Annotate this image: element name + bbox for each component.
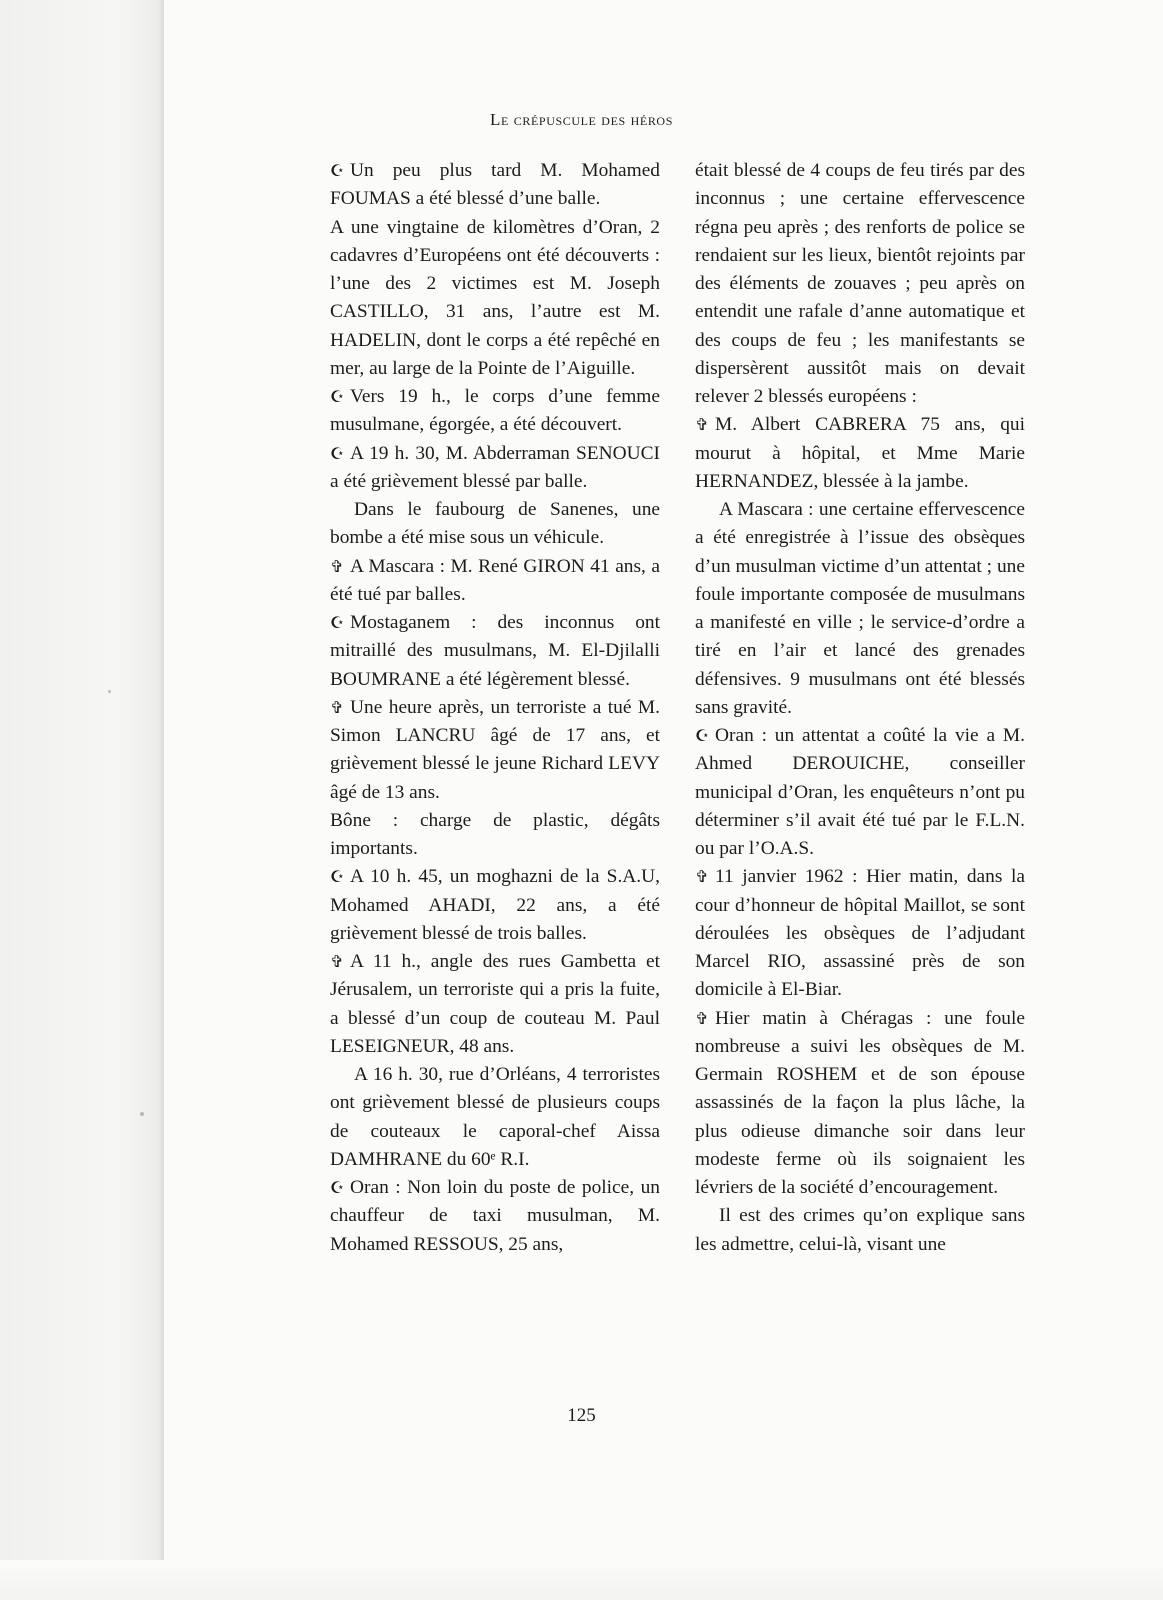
cross-mark-icon: ✞ bbox=[330, 697, 344, 717]
body-paragraph bbox=[330, 807, 660, 864]
body-paragraph bbox=[695, 863, 1025, 1004]
crescent-mark-icon: ☪ bbox=[695, 726, 710, 745]
paragraph-text: était blessé de 4 coups de feu tirés par des inconnus ; une certaine effervescence régna peu après ; des renforts de police se rendaient sur les lieux, bientôt rejoints par des éléments de zouaves ; peu après on entendit une rafale d’anne automatique et des coups de feu ; les manifestants se dispersèrent aussitôt mais on devait relever 2 blessés européens : bbox=[695, 160, 1025, 407]
cross-mark-icon: ✞ bbox=[330, 556, 344, 576]
crescent-mark-icon: ☪ bbox=[330, 1178, 345, 1197]
paragraph-text: Dans le faubourg de Sanenes, une bombe a été mise sous un véhicule. bbox=[330, 499, 660, 549]
right-column bbox=[695, 157, 1025, 1259]
paragraph-text: A 10 h. 45, un moghazni de la S.A.U, Mohamed AHADI, 22 ans, a été grièvement blessé de trois balles. bbox=[330, 866, 660, 944]
paragraph-text: Oran : Non loin du poste de police, un chauffeur de taxi musulman, M. Mohamed RESSOUS, 25 ans, bbox=[330, 1177, 660, 1255]
cross-mark-icon: ✞ bbox=[695, 1008, 709, 1028]
body-paragraph bbox=[695, 411, 1025, 496]
paragraph-text: 11 janvier 1962 : Hier matin, dans la cour d’honneur de hôpital Maillot, se sont déroulées les obsèques de l’adjudant Marcel RIO, assassiné près de son domicile à El-Biar. bbox=[695, 866, 1025, 1001]
crescent-mark-icon: ☪ bbox=[330, 387, 345, 406]
cross-mark-icon: ✞ bbox=[330, 952, 344, 971]
paragraph-text: Un peu plus tard M. Mohamed FOUMAS a été blessé d’une balle. bbox=[330, 160, 660, 210]
paragraph-text: Oran : un attentat a coûté la vie a M. Ahmed DEROUICHE, conseiller municipal d’Oran, les enquêteurs n’ont pu déterminer s’il avait été tué par le F.L.N. ou par l’O.A.S. bbox=[695, 725, 1025, 859]
paragraph-text: A 19 h. 30, M. Abderraman SENOUCI a été grièvement blessé par balle. bbox=[330, 442, 660, 492]
cross-mark-icon: ✞ bbox=[695, 867, 709, 887]
body-paragraph bbox=[330, 383, 660, 440]
paragraph-text: Une heure après, un terroriste a tué M. Simon LANCRU âgé de 17 ans, et grièvement blessé le jeune Richard LEVY âgé de 13 ans. bbox=[330, 696, 660, 803]
running-header: Le crépuscule des héros bbox=[490, 110, 673, 129]
paragraph-text: M. Albert CABRERA 75 ans, qui mourut à hôpital, et Mme Marie HERNANDEZ, blessée à la jambe. bbox=[695, 414, 1025, 492]
body-paragraph bbox=[330, 440, 660, 497]
paragraph-text: Mostaganem : des inconnus ont mitraillé des musulmans, M. El-Djilalli BOUMRANE a été légèrement blessé. bbox=[330, 612, 660, 690]
body-paragraph bbox=[330, 496, 660, 553]
body-paragraph bbox=[695, 1202, 1025, 1259]
left-column bbox=[330, 157, 660, 1259]
paragraph-text: A une vingtaine de kilomètres d’Oran, 2 cadavres d’Européens ont été découverts : l’une des 2 victimes est M. Joseph CASTILLO, 31 ans, l’autre est M. HADELIN, dont le corps a été repêché en mer, au large de la Pointe de l’Aiguille. bbox=[330, 216, 660, 379]
paragraph-text: Hier matin à Chéragas : une foule nombreuse a suivi les obsèques de M. Germain ROSHEM et de son épouse assassinés de la façon la plus lâche, la plus odieuse dimanche soir dans leur modeste ferme où ils soignaient les lévriers de la société d’encouragement. bbox=[695, 1007, 1025, 1198]
body-paragraph bbox=[330, 157, 660, 214]
crescent-mark-icon: ☪ bbox=[330, 443, 345, 463]
scan-bottom-edge bbox=[0, 1560, 1163, 1600]
paragraph-text: A 16 h. 30, rue d’Orléans, 4 terroristes ont grièvement blessé de plusieurs coups de couteaux le caporal-chef Aissa DAMHRANE du 60ᵉ R.I. bbox=[330, 1064, 660, 1170]
crescent-mark-icon: ☪ bbox=[330, 867, 345, 887]
paragraph-text: A Mascara : une certaine effervescence a été enregistrée à l’issue des obsèques d’un musulman victime d’un attentat ; une foule importante composée de musulmans a manifesté en ville ; le service-d’ordre a tiré en l’air et lancé des grenades défensives. 9 musulmans ont été blessés sans gravité. bbox=[695, 499, 1025, 718]
body-paragraph bbox=[330, 214, 660, 384]
scan-left-margin-shadow bbox=[0, 0, 164, 1600]
paragraph-text: A 11 h., angle des rues Gambetta et Jérusalem, un terroriste qui a pris la fuite, a blessé d’un coup de couteau M. Paul LESEIGNEUR, 48 ans. bbox=[330, 951, 660, 1057]
paragraph-text: Bône : charge de plastic, dégâts importants. bbox=[330, 809, 660, 859]
scan-speck bbox=[140, 1112, 144, 1116]
paragraph-text: A Mascara : M. René GIRON 41 ans, a été tué par balles. bbox=[330, 555, 660, 605]
body-paragraph bbox=[330, 609, 660, 694]
body-paragraph bbox=[330, 1174, 660, 1259]
body-paragraph bbox=[330, 863, 660, 948]
paragraph-text: Vers 19 h., le corps d’une femme musulmane, égorgée, a été découvert. bbox=[330, 386, 660, 436]
scan-speck bbox=[108, 690, 111, 693]
body-paragraph bbox=[695, 722, 1025, 863]
page-number: 125 bbox=[567, 1405, 596, 1426]
crescent-mark-icon: ☪ bbox=[330, 613, 345, 632]
body-paragraph bbox=[330, 553, 660, 610]
body-paragraph bbox=[695, 157, 1025, 411]
body-paragraph bbox=[330, 1061, 660, 1174]
cross-mark-icon: ✞ bbox=[695, 415, 709, 435]
body-paragraph bbox=[695, 496, 1025, 722]
body-paragraph bbox=[695, 1005, 1025, 1203]
crescent-mark-icon: ☪ bbox=[330, 161, 345, 180]
body-paragraph bbox=[330, 694, 660, 807]
body-paragraph bbox=[330, 948, 660, 1061]
paragraph-text: Il est des crimes qu’on explique sans les admettre, celui-là, visant une bbox=[695, 1205, 1025, 1255]
